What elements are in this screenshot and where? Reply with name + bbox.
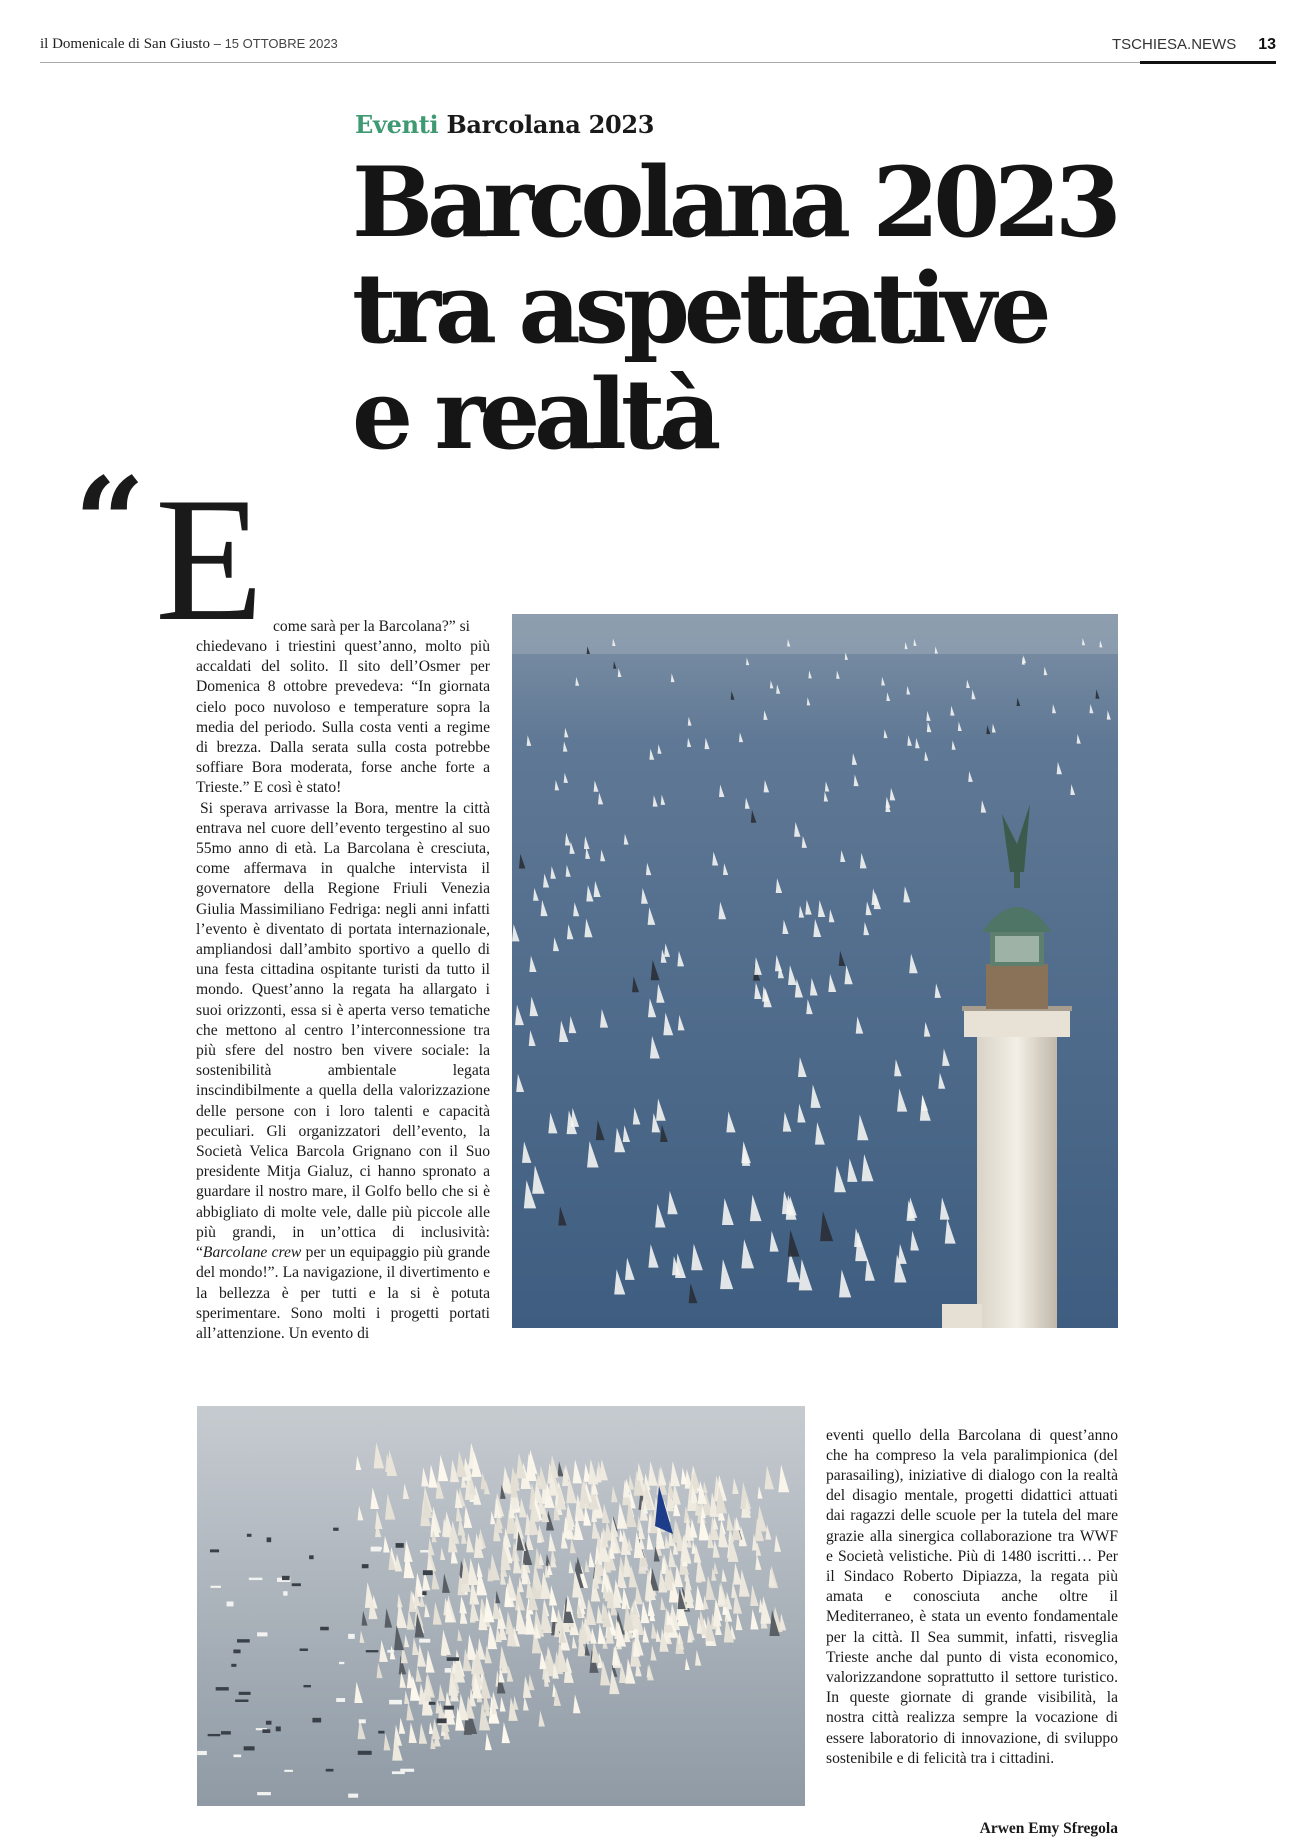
lead-line: come sarà per la Barcolana?” si <box>273 618 470 635</box>
motorboat-shape <box>237 1639 250 1642</box>
motorboat-shape <box>333 1528 338 1531</box>
motorboat-shape <box>233 1755 241 1758</box>
motorboat-shape <box>309 1555 314 1559</box>
motorboat-shape <box>233 1649 240 1653</box>
regatta-lighthouse-photo <box>512 614 1118 1328</box>
motorboat-shape <box>362 1564 369 1568</box>
paragraph-3: eventi quello della Barcolana di quest’anno che ha compreso la vela paralimpionica (del parasailing), iniziative di dialogo con la realtà del disagio mentale, progetti didattici attuati dai ragazzi delle scuole per la tutela del mare grazie alla sinergica collaborazione tra WWF e Società velistiche. Più di 1480 iscritti… Per il Sindaco Roberto Dipiazza, la regata più amata e conosciuta anche oltre il Mediterraneo, è stata un evento fondamentale per la città. Il Sea summit, infatti, risveglia Trieste anche dal punto di vista economico, valorizzandone soprattutto il settore turistico. In queste giornate di grande visibilità, la nostra città realizza sempre la vocazione di essere laboratorio di innovazione, di sviluppo sostenibile e di felicità tra i cittadini. <box>826 1426 1118 1767</box>
regatta-start-image <box>197 1406 805 1806</box>
motorboat-shape <box>284 1770 293 1772</box>
motorboat-shape <box>210 1549 219 1552</box>
paragraph-2 <box>196 799 490 1344</box>
motorboat-shape <box>378 1731 384 1734</box>
motorboat-shape <box>208 1734 221 1736</box>
paragraph-2-part-1: Si sperava arrivasse la Bora, mentre la città entrava nel cuore dell’evento tergestino al suo 55mo anno di età. La Barcolana è cresciuta, come affermava in qualche intervista il governatore della Regione Friuli Venezia Giulia Massimiliano Fedriga: negli anni infatti l’evento è diventato di portata internazionale, ampliandosi dall’ambito sportivo a quello di una festa cittadina ospitante turisti da tutto il mondo. Quest’anno la regata ha allargato i suoi orizzonti, essa si è aperta verso tematiche che mettono al centro l’interconnessione tra più sfere del nostro ben vivere sociale: la sostenibilità ambientale legata inscindibilmente a quella della valorizzazione delle persone con i loro talenti e capacità peculiari. Gli organizzatori dell’evento, la Società Velica Barcola Grignano con il Suo presidente Mitja Gialuz, ci hanno spronato a guardare il nostro mare, il Golfo bello che si è abbigliato di molte vele, dalle più piccole alle più grandi, in un’ottica di inclusività: “ <box>196 799 490 1262</box>
article-headline <box>352 146 1172 471</box>
headline-line-1: Barcolana 2023 <box>352 146 1116 259</box>
italic-phrase: Barcolane crew <box>202 1244 302 1262</box>
motorboat-shape <box>420 1550 428 1552</box>
motorboat-shape <box>422 1591 426 1595</box>
drop-cap: E <box>155 460 264 658</box>
header-right <box>1112 36 1276 54</box>
paragraph-1: chiedevano i triestini quest’anno, molto più accaldati del solito. Il sito dell’Osmer per Domenica 8 ottobre prevedeva: “In giornata cielo poco nuvoloso e temperature sopra la media del periodo. Sulla costa venti a regime di brezza. Dalla serata sulla costa potrebbe soffiare Bora moderata, forse anche forte a Trieste.” E così è stato! <box>196 638 490 797</box>
motorboat-shape <box>300 1648 308 1651</box>
motorboat-shape <box>283 1591 287 1595</box>
page-number: 13 <box>1258 36 1276 53</box>
author-byline: Arwen Emy Sfregola <box>979 1820 1118 1837</box>
motorboat-shape <box>396 1543 404 1548</box>
motorboat-shape <box>266 1721 272 1725</box>
motorboat-shape <box>282 1576 290 1580</box>
motorboat-shape <box>267 1537 272 1542</box>
motorboat-shape <box>231 1664 236 1667</box>
regatta-start-photo <box>197 1406 805 1806</box>
motorboat-shape <box>312 1718 321 1723</box>
regatta-lighthouse-image <box>512 614 1118 1328</box>
page-number-rule <box>1140 61 1276 64</box>
motorboat-shape <box>257 1632 267 1636</box>
motorboat-shape <box>392 1771 405 1774</box>
opening-quote-mark: “ <box>74 451 140 596</box>
article-column-2 <box>826 1410 1118 1785</box>
issue-date: – 15 OTTOBRE 2023 <box>213 36 338 51</box>
motorboat-shape <box>262 1729 270 1733</box>
motorboat-shape <box>366 1650 379 1652</box>
topic-label: Barcolana 2023 <box>446 110 655 139</box>
motorboat-shape <box>429 1702 436 1705</box>
motorboat-shape <box>326 1769 334 1772</box>
motorboat-shape <box>419 1639 430 1643</box>
motorboat-shape <box>359 1719 366 1723</box>
motorboat-shape <box>257 1792 271 1795</box>
motorboat-shape <box>358 1751 372 1755</box>
motorboat-shape <box>227 1601 234 1606</box>
publication-name: il Domenicale di San Giusto <box>40 36 210 52</box>
article-column-1 <box>196 637 490 1344</box>
motorboat-shape <box>387 1650 394 1653</box>
motorboat-shape <box>336 1698 345 1702</box>
headline-line-3: e realtà <box>352 358 716 471</box>
motorboat-shape <box>303 1685 310 1687</box>
motorboat-shape <box>348 1794 358 1798</box>
paragraph-2-part-2: per un equipaggio più grande del mondo!”. La navigazione, il divertimento e la bellezza è per tutti e la si è potuta sperimentare. Sono molti i progetti portati all’attenzione. Un evento di <box>196 1244 490 1342</box>
motorboat-shape <box>197 1751 207 1755</box>
motorboat-shape <box>292 1583 301 1586</box>
motorboat-shape <box>249 1578 263 1580</box>
kicker <box>355 110 654 139</box>
motorboat-shape <box>235 1699 248 1702</box>
motorboat-shape <box>447 1657 459 1661</box>
motorboat-shape <box>423 1570 433 1575</box>
motorboat-shape <box>216 1687 229 1690</box>
motorboat-shape <box>210 1586 220 1588</box>
motorboat-shape <box>371 1547 381 1552</box>
motorboat-shape <box>244 1746 255 1750</box>
motorboat-shape <box>247 1534 252 1537</box>
website-link[interactable]: TSCHIESA.NEWS <box>1112 36 1237 53</box>
motorboat-shape <box>276 1726 281 1731</box>
motorboat-shape <box>339 1662 344 1664</box>
motorboat-shape <box>437 1718 447 1723</box>
motorboat-shape <box>348 1634 355 1639</box>
section-label: Eventi <box>355 110 439 139</box>
motorboat-shape <box>444 1706 454 1710</box>
headline-line-2: tra aspettative <box>352 252 1046 365</box>
motorboat-shape <box>221 1731 231 1734</box>
motorboat-shape <box>445 1668 451 1673</box>
masthead <box>40 36 338 53</box>
motorboat-shape <box>320 1627 329 1631</box>
motorboat-shape <box>389 1700 402 1705</box>
header-divider <box>40 62 1276 63</box>
motorboat-shape <box>239 1692 251 1695</box>
